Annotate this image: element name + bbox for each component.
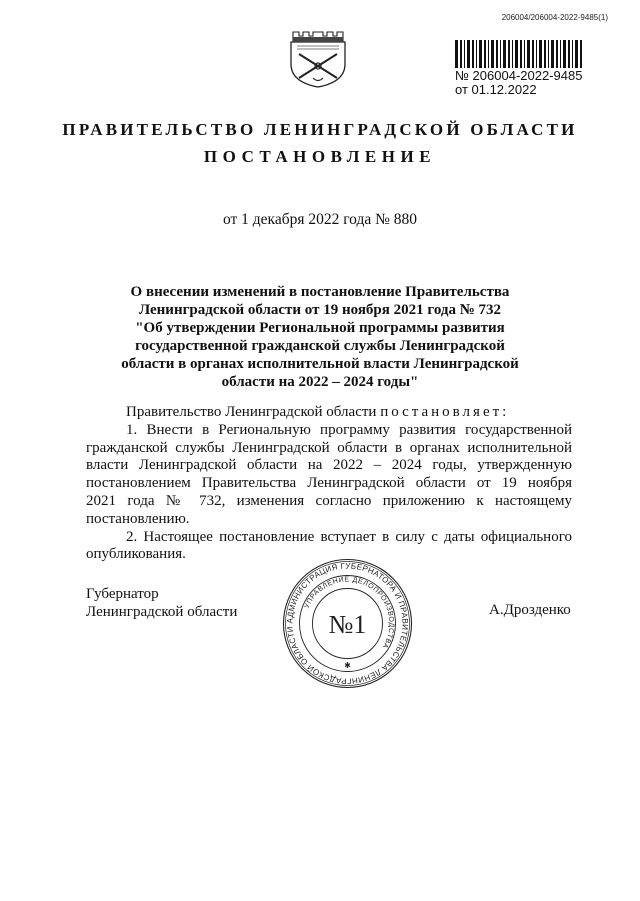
item-2-line: опубликования. <box>86 546 186 563</box>
barcode-bar <box>476 40 477 68</box>
document-title <box>80 283 560 391</box>
official-seal-icon <box>281 557 414 690</box>
signer-position <box>86 585 237 621</box>
barcode-bar <box>512 40 513 68</box>
barcode-bar <box>563 40 566 68</box>
item-2-line: 2. Настоящее постановление вступает в силу с даты официального <box>126 528 572 545</box>
barcode-bar <box>479 40 482 68</box>
title-line: "Об утверждении Региональной программы развития <box>135 320 505 336</box>
barcode-bar <box>536 40 537 68</box>
barcode-bar <box>551 40 554 68</box>
barcode-bar <box>524 40 525 68</box>
preamble-text: Правительство Ленинградской области <box>126 404 377 420</box>
item-1-line: 2021 года № 732, изменения согласно приложению к настоящему <box>86 492 572 509</box>
title-line: государственной гражданской службы Ленинградской <box>135 338 505 354</box>
coat-of-arms-icon <box>287 28 349 88</box>
title-line: Ленинградской области от 19 ноября 2021 года № 732 <box>138 302 502 318</box>
registration-number: № 206004-2022-9485 <box>455 68 583 83</box>
item-1-line: власти Ленинградской области на 2022 – 2024 годы, утвержденную <box>86 457 572 474</box>
signer-name: А.Дрозденко <box>489 602 571 618</box>
barcode-bar <box>503 40 506 68</box>
authority-name: ПРАВИТЕЛЬСТВО ЛЕНИНГРАДСКОЙ ОБЛАСТИ <box>62 120 578 139</box>
item-1-line: постановлением Правительства Ленинградской области от 19 ноября <box>86 475 572 492</box>
barcode-bar <box>491 40 494 68</box>
barcode-bar <box>472 40 474 68</box>
barcode-bar <box>532 40 534 68</box>
barcode-bar <box>520 40 522 68</box>
item-1-line: 1. Внести в Региональную программу развития государственной <box>126 421 572 438</box>
barcode-icon <box>455 40 583 68</box>
barcode-bar <box>496 40 498 68</box>
signer-region: Ленинградской области <box>86 604 238 620</box>
barcode-bar <box>539 40 542 68</box>
title-line: области на 2022 – 2024 годы" <box>221 374 419 390</box>
barcode-bar <box>527 40 530 68</box>
barcode-bar <box>460 40 462 68</box>
signer-title: Губернатор <box>86 586 159 602</box>
title-line: О внесении изменений в постановление Правительства <box>130 284 510 300</box>
barcode-bar <box>575 40 578 68</box>
preamble-verb: постановляет: <box>380 404 510 420</box>
barcode-bar <box>548 40 549 68</box>
barcode-bar <box>484 40 486 68</box>
registration-date: от 01.12.2022 <box>455 82 537 97</box>
item-1-line: постановлению. <box>86 510 190 527</box>
barcode-bar <box>572 40 573 68</box>
seal-outer-text: АДМИНИСТРАЦИЯ ГУБЕРНАТОРА И ПРАВИТЕЛЬСТВА ЛЕНИНГРАДСКОЙ ОБЛАСТИ <box>285 561 410 686</box>
document-code: 206004/206004-2022-9485(1) <box>501 13 608 22</box>
item-1-line: гражданской службы Ленинградской области в органах исполнительной <box>86 439 572 456</box>
seal-number: №1 <box>328 610 367 639</box>
barcode-bar <box>560 40 561 68</box>
seal-star-icon: ✱ <box>344 661 351 670</box>
barcode-bar <box>500 40 501 68</box>
seal-inner-text: УПРАВЛЕНИЕ ДЕЛОПРОИЗВОДСТВА <box>303 576 395 650</box>
barcode-bar <box>568 40 570 68</box>
document-date-number: от 1 декабря 2022 года № 880 <box>222 211 418 228</box>
barcode-bar <box>515 40 518 68</box>
document-body <box>86 404 572 564</box>
registration-stamp <box>455 69 582 97</box>
barcode-bar <box>455 40 458 68</box>
barcode-bar <box>488 40 489 68</box>
barcode-bar <box>580 40 582 68</box>
document-type: ПОСТАНОВЛЕНИЕ <box>203 147 437 166</box>
title-line: области в органах исполнительной власти Ленинградской <box>121 356 519 372</box>
barcode-bar <box>508 40 510 68</box>
barcode-bar <box>544 40 546 68</box>
preamble <box>86 404 572 422</box>
barcode-bar <box>464 40 465 68</box>
barcode-bar <box>556 40 558 68</box>
barcode-bar <box>467 40 470 68</box>
